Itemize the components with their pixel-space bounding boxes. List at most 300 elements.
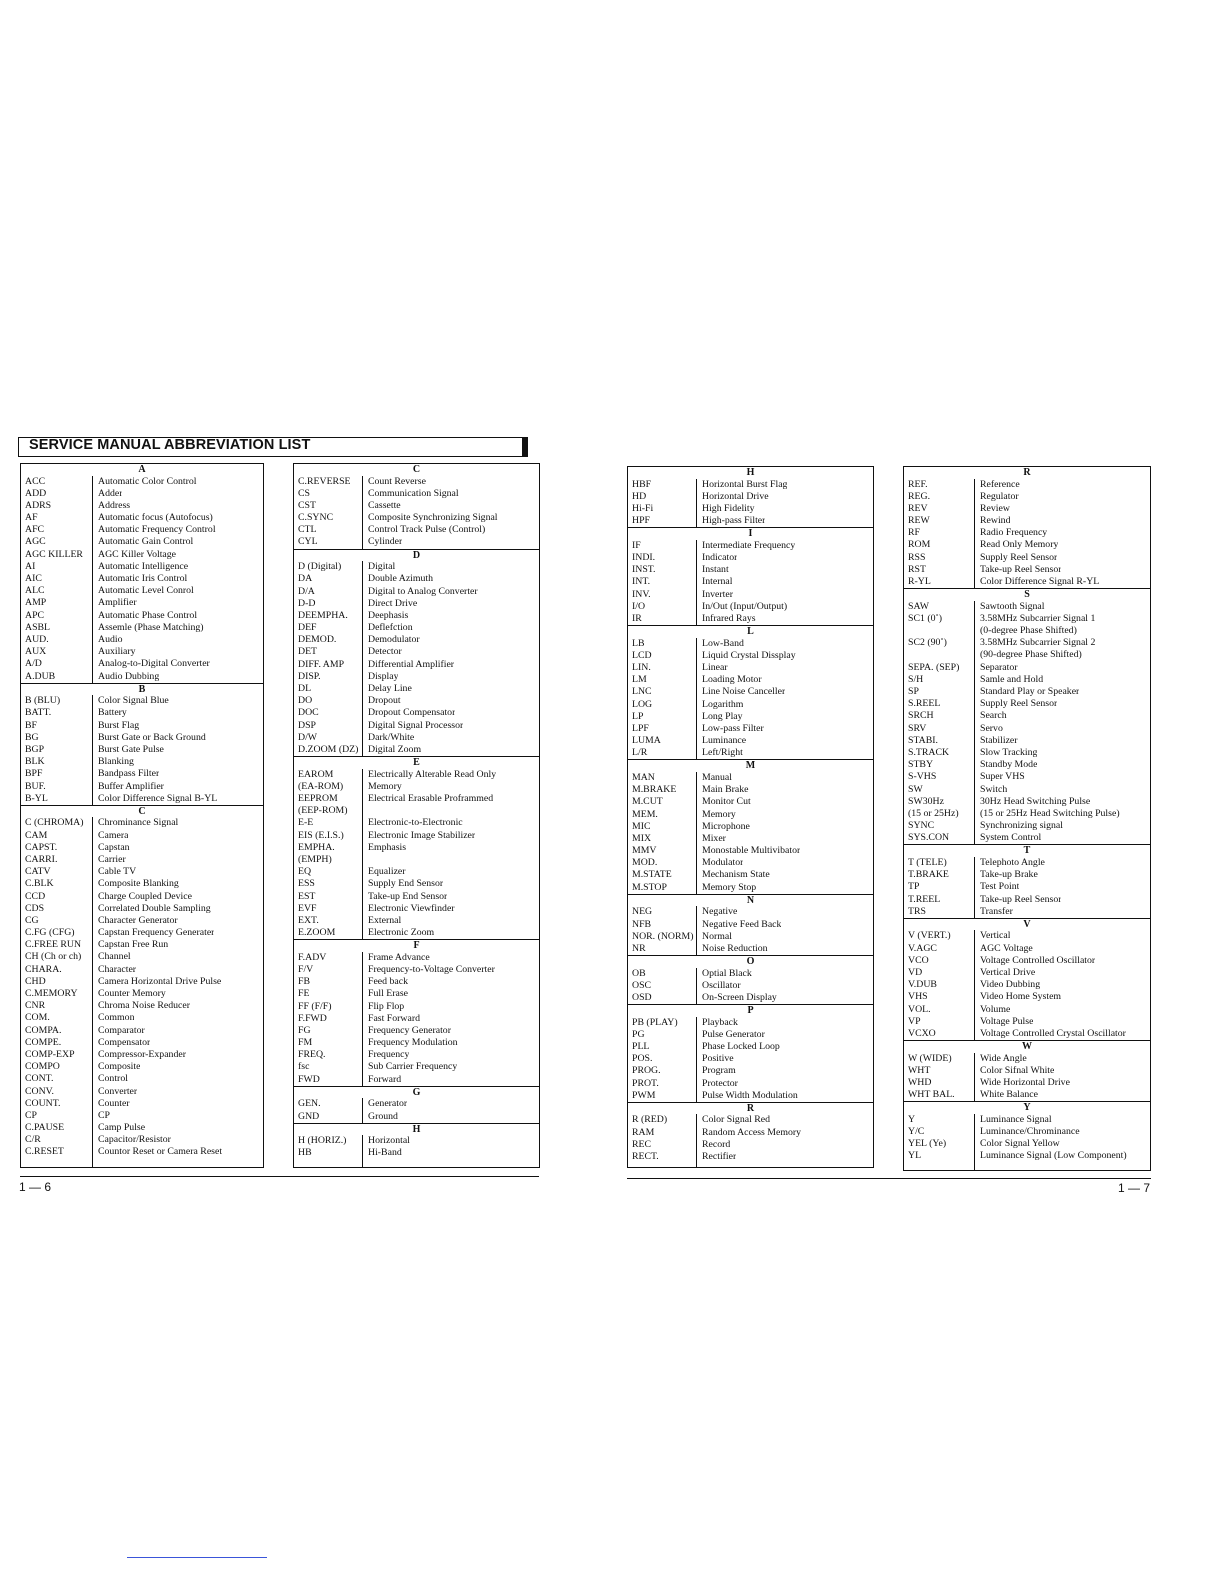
definition: Compensator [98,1036,151,1048]
table-row [294,659,539,671]
definition: Automatic focus (Autofocus) [98,512,213,524]
table-row [628,1078,873,1090]
abbreviation: EVF [298,902,317,914]
definition: Supply Reel Sensor [980,551,1058,563]
definition: Samle and Hold [980,673,1044,685]
abbreviation: ROM [908,539,931,551]
abbreviation: A.DUB [25,670,56,682]
abbreviation: FG [298,1024,311,1036]
table-row [294,842,539,854]
table-row [904,796,1150,808]
definition: Low-Band [702,637,744,649]
abbreviation: D/A [298,585,315,597]
table-row [294,1025,539,1037]
table-row [21,756,263,768]
definition: 3.58MHz Subcarrier Signal 2 [980,637,1096,649]
abbreviation: REC [632,1138,652,1150]
table-row [21,671,263,683]
definition: Equalizer [368,866,406,878]
table-row [628,1053,873,1065]
section-t [904,844,1150,917]
abbreviation: NEG [632,906,653,918]
table-row [294,781,539,793]
table-row [21,646,263,658]
definition: 3.58MHz Subcarrier Signal 1 [980,612,1096,624]
abbreviation: CS [298,487,310,499]
table-row [628,503,873,515]
definition: Generator [368,1098,408,1110]
definition: Mixer [702,832,726,844]
table-row [628,711,873,723]
table-row [628,968,873,980]
definition: Infrared Rays [702,612,756,624]
definition [362,854,368,866]
table-row [904,1089,1150,1101]
definition: Capacitor/Resistor [98,1134,171,1146]
table-row [904,674,1150,686]
abbreviation: CDS [25,902,45,914]
definition: Flip Flop [368,1000,405,1012]
abbreviation: C/R [25,1134,41,1146]
definition: Servo [980,722,1003,734]
section-letter: W [904,1040,1150,1053]
definition: Memory [702,808,736,820]
definition: Countor Reset or Camera Reset [98,1146,223,1158]
abbreviation: C (CHROMA) [25,817,84,829]
definition: Inverter [702,588,734,600]
definition: Voltage Controlled Oscillator [980,954,1096,966]
definition: Dropout Compensator [368,707,456,719]
abbreviation: EMPHA. [298,841,335,853]
abbreviation: PLL [632,1041,650,1052]
table-row [294,903,539,915]
definition: Volume [980,1003,1011,1015]
abbreviation: MIX [632,832,652,844]
definition: Luminance Signal (Low Component) [980,1150,1127,1162]
abbreviation: LNC [632,686,652,698]
definition: Burst Flag [98,719,140,731]
abbreviation: BATT. [25,707,52,719]
definition: Review [980,502,1010,514]
table-row [294,524,539,536]
abbreviation: COMP-EXP [25,1048,75,1060]
abbreviation: PWM [632,1089,656,1101]
definition: Differential Amplifier [368,658,455,670]
section-letter: C [21,805,263,818]
table-row [904,979,1150,991]
definition: Record [702,1138,731,1150]
table-row [628,613,873,625]
abbreviation: TRS [908,905,926,917]
abbreviation: R-YL [908,576,931,587]
table-row [904,869,1150,881]
section-letter: I [628,527,873,540]
abbreviation: H (HORIZ.) [298,1135,347,1147]
table-row [294,707,539,719]
section-v [904,918,1150,1040]
table-row [21,1073,263,1085]
page-number-right: 1 — 7 [1118,1181,1151,1195]
table-row [904,1016,1150,1028]
table-row [904,930,1150,942]
table-row [294,671,539,683]
definition: Automatic Phase Control [98,609,198,621]
table-row [294,695,539,707]
definition: Electronic Viewfinder [368,902,455,914]
table-row [294,830,539,842]
abbreviation: AMP [25,597,47,609]
abbreviation: HD [632,490,647,502]
table-row [294,488,539,500]
section-letter: R [628,1102,873,1115]
definition: Hi-Band [368,1147,402,1159]
definition: Frequency-to-Voltage Converter [368,963,495,975]
definition: Chroma Noise Reducer [98,1000,190,1012]
abbreviation: SEPA. (SEP) [908,661,960,673]
abbreviation: SC2 (90˚) [908,637,947,649]
table-row [21,964,263,976]
page-title-bar [18,437,528,457]
definition: (15 or 25Hz Head Switching Pulse) [980,807,1120,819]
definition: Video Dubbing [980,979,1041,991]
definition: Adder [98,487,123,499]
abbreviation: HBF [632,478,652,490]
abbreviation: Y [908,1113,916,1125]
table-row [904,723,1150,735]
abbreviation: CST [298,499,316,511]
table-row [628,869,873,881]
definition: Camera [98,829,129,841]
abbreviation: SAW [908,600,929,612]
table-row [294,622,539,634]
definition: Separator [980,661,1018,673]
abbreviation: HPF [632,515,650,527]
definition: AGC Voltage [980,942,1033,954]
definition: Vertical [980,930,1011,942]
definition: Voltage Controlled Crystal Oscillator [980,1027,1126,1039]
abbreviation: CP [25,1109,37,1121]
abbreviation: T (TELE) [908,856,947,868]
abbreviation: RSS [908,551,926,563]
abbreviation [904,625,974,637]
definition: High Fidelity [702,502,755,514]
table-row [21,1037,263,1049]
table-row [21,744,263,756]
table-row [628,1127,873,1139]
definition: Auxiliary [98,646,136,658]
table-row [904,662,1150,674]
section-y [904,1101,1150,1162]
definition: Linear [702,661,728,673]
table-row [628,833,873,845]
table-row [21,817,263,829]
table-row [21,524,263,536]
table-row [294,720,539,732]
section-f [294,939,539,1086]
section-p [628,1004,873,1102]
definition: Instant [702,564,729,576]
definition: Frame Advance [368,951,430,963]
definition: Dark/White [368,731,415,743]
table-row [21,1086,263,1098]
abbreviation: COUNT. [25,1097,61,1109]
definition: Luminance Signal [980,1113,1052,1125]
abbreviation: F.ADV [298,951,327,963]
definition: Control [98,1073,128,1085]
definition: Capstan Free Run [98,939,169,951]
table-row [628,686,873,698]
definition: Dropout [368,695,401,707]
abbreviation: RF [908,527,920,539]
abbreviation: T.REEL [908,893,941,905]
section-m [628,759,873,893]
definition: External [368,914,402,926]
table-row [294,952,539,964]
definition [362,805,368,817]
table-row [294,1111,539,1123]
definition: Charge Coupled Device [98,890,192,902]
abbreviation: CH (Ch or ch) [25,951,82,963]
table-row [294,769,539,781]
table-row [294,1061,539,1073]
definition: Frequency Generator [368,1024,451,1036]
abbreviation: APC [25,609,45,621]
table-row [294,891,539,903]
abbreviation: DSP [298,719,316,731]
definition: Automatic Gain Control [98,536,194,548]
definition: Rectifier [702,1151,737,1162]
definition: Pulse Generator [702,1028,765,1040]
definition: Telephoto Angle [980,856,1045,868]
definition: Optial Black [702,967,752,979]
section-e [294,756,539,939]
definition: Fast Forward [368,1012,420,1024]
table-row [21,549,263,561]
abbreviation: IR [632,612,642,624]
abbreviation: D (Digital) [298,561,342,573]
abbreviation: Y/C [908,1126,925,1137]
page-title: SERVICE MANUAL ABBREVIATION LIST [29,437,311,453]
definition: Oscillator [702,979,741,991]
abbreviation: LIN. [632,661,651,673]
definition: Double Azimuth [368,573,434,585]
section-r [904,467,1150,588]
abbreviation: FE [298,988,310,1000]
abbreviation: RECT. [632,1151,659,1162]
abbreviation: COMPO [25,1061,60,1073]
abbreviation: S/H [908,673,924,685]
abbreviation: S.TRACK [908,746,950,758]
section-letter: H [628,467,873,479]
table-row [628,772,873,784]
definition: Take-up Brake [980,869,1038,881]
table-row [904,1065,1150,1077]
table-row [294,1037,539,1049]
definition: Search [980,710,1007,722]
abbreviation: FWD [298,1073,320,1085]
definition: Automatic Intelligence [98,560,189,572]
abbreviation: GND [298,1110,320,1122]
section-h [294,1123,539,1160]
definition: Battery [98,707,127,719]
definition: Frequency Modulation [368,1037,458,1049]
table-row [21,536,263,548]
abbreviation: BG [25,731,39,743]
definition: Composite Synchronizing Signal [368,512,498,524]
abbreviation: INST. [632,564,656,576]
definition: Low-pass Filter [702,722,764,734]
definition: Emphasis [368,841,407,853]
table-row [21,1098,263,1110]
table-row [628,601,873,613]
table-row [294,598,539,610]
abbreviation: LB [632,637,645,649]
section-letter: O [628,955,873,968]
definition: Vertical Drive [980,966,1036,978]
table-row [628,857,873,869]
definition: Analog-to-Digital Converter [98,658,210,670]
table-row [628,638,873,650]
abbreviation: R (RED) [632,1114,668,1126]
definition: Deflefction [368,622,413,634]
abbreviation: STBY [908,759,934,771]
definition: Video Home System [980,991,1062,1003]
abbreviation: MIC [632,820,651,832]
table-row [294,927,539,939]
definition: Digital Signal Processor [368,719,464,731]
table-row [904,1053,1150,1065]
abbreviation: BPF [25,768,43,780]
table-row [904,857,1150,869]
abbreviation: DOC [298,707,319,719]
definition: Character [98,963,137,975]
table-row [904,820,1150,832]
table-row [628,845,873,857]
definition: Protector [702,1077,738,1089]
abbreviation: W (WIDE) [908,1052,952,1064]
section-letter: P [628,1004,873,1017]
definition: Composite [98,1061,141,1073]
definition: Burst Gate Pulse [98,743,164,755]
abbreviation-column-3 [627,466,874,1168]
abbreviation: ADRS [25,499,52,511]
table-row [294,1147,539,1159]
table-row [21,512,263,524]
table-row [294,793,539,805]
table-row [21,695,263,707]
abbreviation: AUD. [25,633,49,645]
abbreviation: SYNC [908,820,935,832]
definition: Channel [98,951,131,963]
table-row [904,515,1150,527]
table-row [294,817,539,829]
table-row [21,658,263,670]
abbreviation: E.ZOOM [298,927,336,939]
table-row [294,1013,539,1025]
abbreviation: DET [298,646,318,658]
definition: Synchronizing signal [980,820,1063,832]
definition: Camera Horizontal Drive Pulse [98,975,222,987]
section-i [628,527,873,625]
abbreviation: CHD [25,975,46,987]
abbreviation: OSC [632,979,652,991]
table-row [628,1029,873,1041]
definition: Super VHS [980,771,1025,783]
definition: Counter [98,1097,130,1109]
section-letter: S [904,588,1150,601]
table-row [294,646,539,658]
table-row [904,906,1150,918]
definition: Supply Reel Sensor [980,698,1058,710]
definition: Sawtooth Signal [980,600,1045,612]
table-row [294,915,539,927]
definition: Color Difference Signal R-YL [980,576,1100,587]
table-row [21,976,263,988]
table-row [628,784,873,796]
table-row [21,597,263,609]
section-letter: M [628,759,873,772]
abbreviation: Hi-Fi [632,502,654,514]
section-letter: H [294,1123,539,1136]
table-row [628,1114,873,1126]
abbreviation: POS. [632,1053,653,1065]
definition: Carrier [98,853,126,865]
abbreviation: F/V [298,963,314,975]
abbreviation: FB [298,976,310,988]
definition: Line Noise Canceller [702,686,786,698]
table-row [294,512,539,524]
abbreviation [904,649,974,661]
abbreviation: HB [298,1147,312,1159]
table-row [21,500,263,512]
table-row [904,1077,1150,1089]
table-row [628,821,873,833]
section-letter: V [904,918,1150,931]
abbreviation: C.MEMORY [25,988,78,999]
abbreviation: PB (PLAY) [632,1016,678,1028]
table-row [294,805,539,817]
table-row [21,793,263,805]
abbreviation: C.FREE RUN [25,939,82,951]
table-row [904,784,1150,796]
definition: Composite Blanking [98,878,179,890]
abbreviation: LCD [632,649,652,661]
table-row [628,589,873,601]
table-row [628,662,873,674]
abbreviation: WHD [908,1076,932,1088]
abbreviation: NOR. (NORM) [632,930,694,942]
table-row [21,1012,263,1024]
section-letter: D [294,549,539,562]
abbreviation: C.PAUSE [25,1122,65,1134]
table-row [21,842,263,854]
definition: Delay Line [368,683,412,694]
section-c [21,805,263,1159]
abbreviation: SP [908,686,919,697]
table-row [904,1114,1150,1126]
abbreviation: ACC [25,475,46,487]
table-row [904,625,1150,637]
definition: Main Brake [702,784,749,796]
abbreviation: REW [908,515,930,527]
abbreviation: DL [298,683,312,694]
abbreviation: CONT. [25,1073,54,1085]
table-row [294,732,539,744]
table-row [21,573,263,585]
table-row [904,967,1150,979]
abbreviation: fsc [298,1061,310,1073]
definition: Random Access Memory [702,1126,802,1138]
